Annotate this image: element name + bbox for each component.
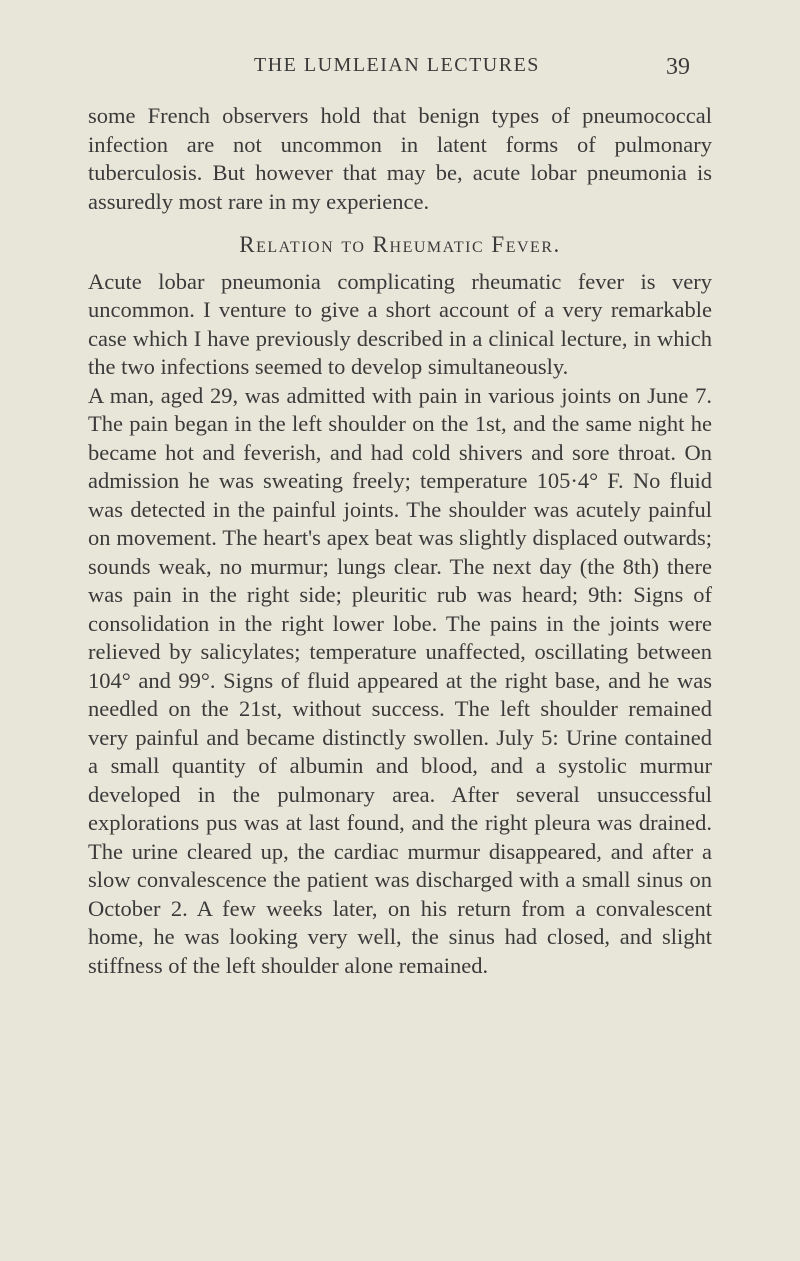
running-title: THE LUMLEIAN LECTURES <box>254 54 540 76</box>
paragraph-case-report: A man, aged 29, was admitted with pain in various joints on June 7. The pain began in the left shoulder on the 1st, and the same night he became hot and feverish, and had cold shivers and sore throat. On admission he was sweating freely; temperature 105·4° F. No fluid was detected in the painful joints. The shoulder was acutely painful on movement. The heart's apex beat was slightly displaced outwards; sounds weak, no murmur; lungs clear. The next day (the 8th) there was pain in the right side; pleuritic rub was heard; 9th: Signs of consolidation in the right lower lobe. The pains in the joints were relieved by salicylates; temperature unaffected, oscillating between 104° and 99°. Signs of fluid appeared at the right base, and he was needled on the 21st, without success. The left shoulder remained very painful and became distinctly swollen. July 5: Urine contained a small quantity of albumin and blood, and a systolic murmur developed in the pulmonary area. After several unsuccessful explorations pus was at last found, and the right pleura was drained. The urine cleared up, the cardiac murmur disappeared, and after a slow convalescence the patient was discharged with a small sinus on October 2. A few weeks later, on his return from a convalescent home, he was looking very well, the sinus had closed, and slight stiffness of the left shoulder alone remained. <box>88 382 712 978</box>
paragraph-continuation: some French observers hold that benign types of pneumococcal infection are not uncommon in latent forms of pulmonary tuberculosis. But however that may be, acute lobar pneumonia is assuredly most rare in my experience. <box>88 103 712 214</box>
page-number: 39 <box>666 54 690 80</box>
section-heading: Relation to Rheumatic Fever. <box>239 232 561 257</box>
running-head <box>254 54 690 84</box>
paragraph-intro: Acute lobar pneumonia complicating rheumatic fever is very uncommon. I venture to give a short account of a very remarkable case which I have previously described in a clinical lecture, in which the two infections seemed to develop simultaneously. <box>88 268 712 379</box>
body-text <box>88 102 712 980</box>
